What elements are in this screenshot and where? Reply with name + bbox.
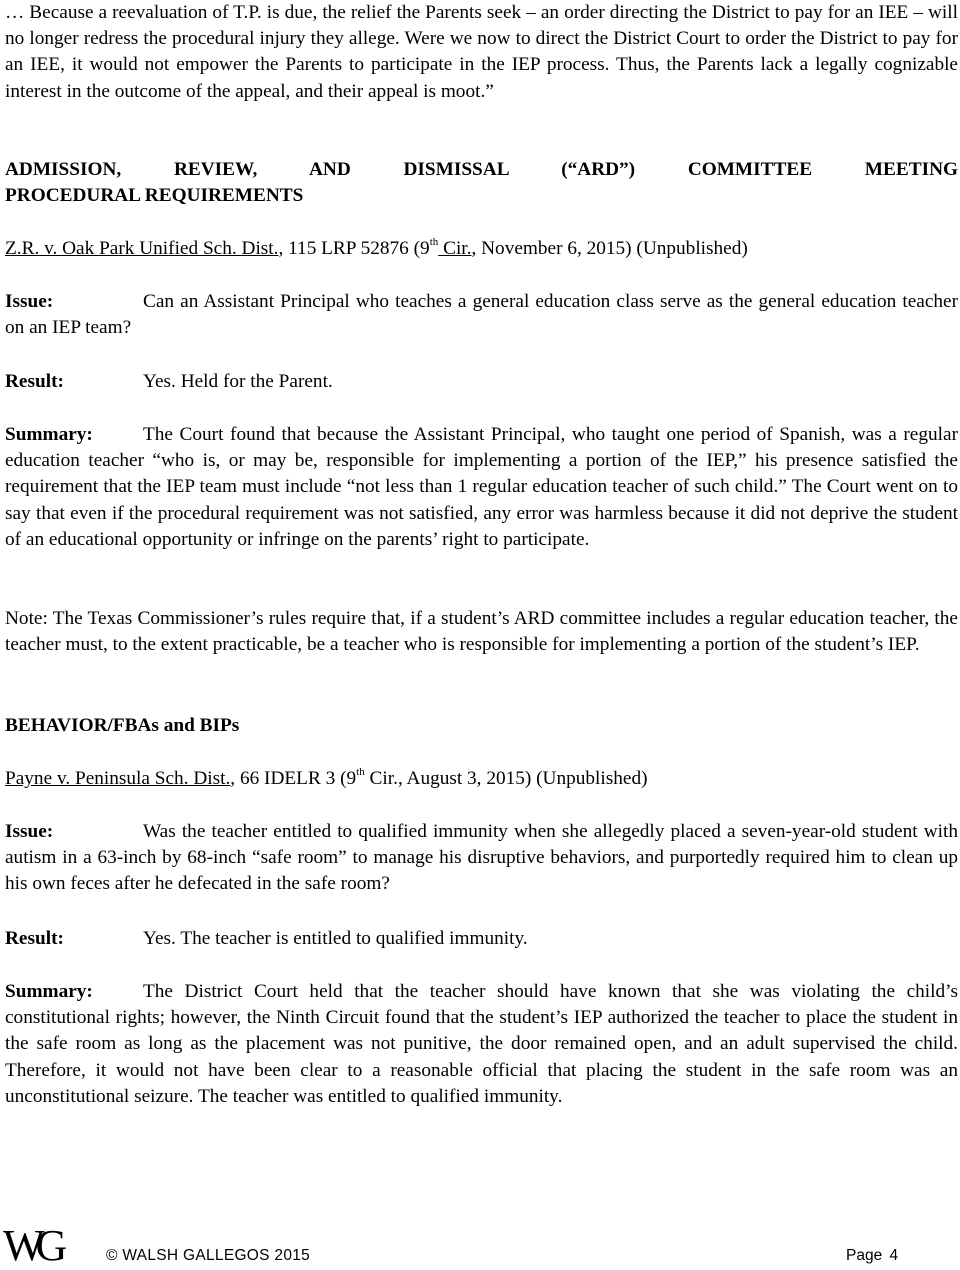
case-cite-payne-b: Cir.: [364, 768, 398, 789]
case-cite-zr-b: Cir.: [438, 238, 472, 259]
copyright-notice: © WALSH GALLEGOS 2015: [106, 1247, 311, 1264]
case-citation-zr: [5, 236, 958, 262]
summary-label: Summary:: [5, 424, 93, 445]
result-label: Result:: [5, 371, 64, 392]
case-cite-zr-c: , November 6, 2015) (Unpublished): [471, 238, 748, 259]
page-label: Page: [846, 1247, 883, 1264]
issue-payne: [5, 819, 958, 898]
case-cite-zr-a: , 115 LRP 52876 (9: [278, 238, 430, 259]
summary-payne: [5, 979, 958, 1110]
case-name-zr: Z.R. v. Oak Park Unified Sch. Dist.: [5, 238, 279, 259]
case-cite-payne-a: , 66 IDELR 3 (9: [230, 768, 357, 789]
summary-label: Summary:: [5, 981, 93, 1002]
section-heading-behavior: BEHAVIOR/FBAs and BIPs: [5, 715, 240, 736]
issue-zr: [5, 289, 958, 341]
case-cite-zr-sup: th: [429, 236, 439, 248]
page-number-value: 4: [889, 1247, 899, 1264]
issue-label: Issue:: [5, 821, 54, 842]
issue-label: Issue:: [5, 291, 54, 312]
case-cite-payne-c: , August 3, 2015) (Unpublished): [397, 768, 648, 789]
result-text-payne: Yes. The teacher is entitled to qualified immunity.: [143, 928, 528, 949]
intro-quote: … Because a reevaluation of T.P. is due, the relief the Parents seek – an order directing the District to pay for an IEE – will no longer redress the procedural injury they allege. Were we now to direct the District Court to order the District to pay for an IEE, it would not empower the Parents to participate in the IEP process. Thus, the Parents lack a legally cognizable interest in the outcome of the appeal, and their appeal is moot.”: [5, 2, 958, 102]
logo-monogram: WG: [3, 1224, 59, 1264]
section-heading-ard-line2: PROCEDURAL REQUIREMENTS: [5, 185, 304, 207]
note-texas-rules: Note: The Texas Commissioner’s rules require that, if a student’s ARD committee includes a regular education teacher, the teacher must, to the extent practicable, be a teacher who is responsible for implementing a portion of the student’s IEP.: [5, 608, 958, 656]
page-number: [846, 1247, 898, 1265]
result-payne: [5, 926, 958, 952]
summary-text-zr: The Court found that because the Assistant Principal, who taught one period of Spanish, was a regular education teacher “who is, or may be, responsible for implementing a portion of the IEP,” his presence satisfied the requirement that the IEP team must include “not less than 1 regular education teacher of such child.” The Court went on to say that even if the procedural requirement was not satisfied, any error was harmless because it did not deprive the student of an educational opportunity or infringe on the parents’ right to participate.: [5, 424, 958, 550]
section-heading-ard: [5, 157, 958, 209]
result-text-zr: Yes. Held for the Parent.: [143, 371, 333, 392]
summary-text-payne: The District Court held that the teacher should have known that she was violating the child’s constitutional rights; however, the Ninth Circuit found that the student’s IEP authorized the teacher to place the student in the safe room as long as the placement was not punitive, the door remained open, and an adult supervised the child. Therefore, it would not have been clear to a reasonable official that placing the student in the safe room was an unconstitutional seizure. The teacher was entitled to qualified immunity.: [5, 981, 958, 1107]
issue-text-payne: Was the teacher entitled to qualified immunity when she allegedly placed a seven-year-old student with autism in a 63-inch by 68-inch “safe room” to manage his disruptive behaviors, and purportedly required him to clean up his own feces after he defecated in the safe room?: [5, 821, 958, 895]
result-label: Result:: [5, 928, 64, 949]
result-zr: [5, 369, 958, 395]
case-name-payne: Payne v. Peninsula Sch. Dist.: [5, 768, 231, 789]
walsh-gallegos-logo: [3, 1224, 77, 1264]
issue-text-zr: Can an Assistant Principal who teaches a general education class serve as the general education teacher on an IEP team?: [5, 291, 958, 339]
section-heading-ard-line1: ADMISSION, REVIEW, AND DISMISSAL (“ARD”) COMMITTEE MEETING: [5, 159, 958, 180]
summary-zr: [5, 422, 958, 553]
case-cite-payne-sup: th: [356, 766, 365, 778]
page-footer: [0, 1218, 960, 1270]
case-citation-payne: [5, 766, 958, 792]
